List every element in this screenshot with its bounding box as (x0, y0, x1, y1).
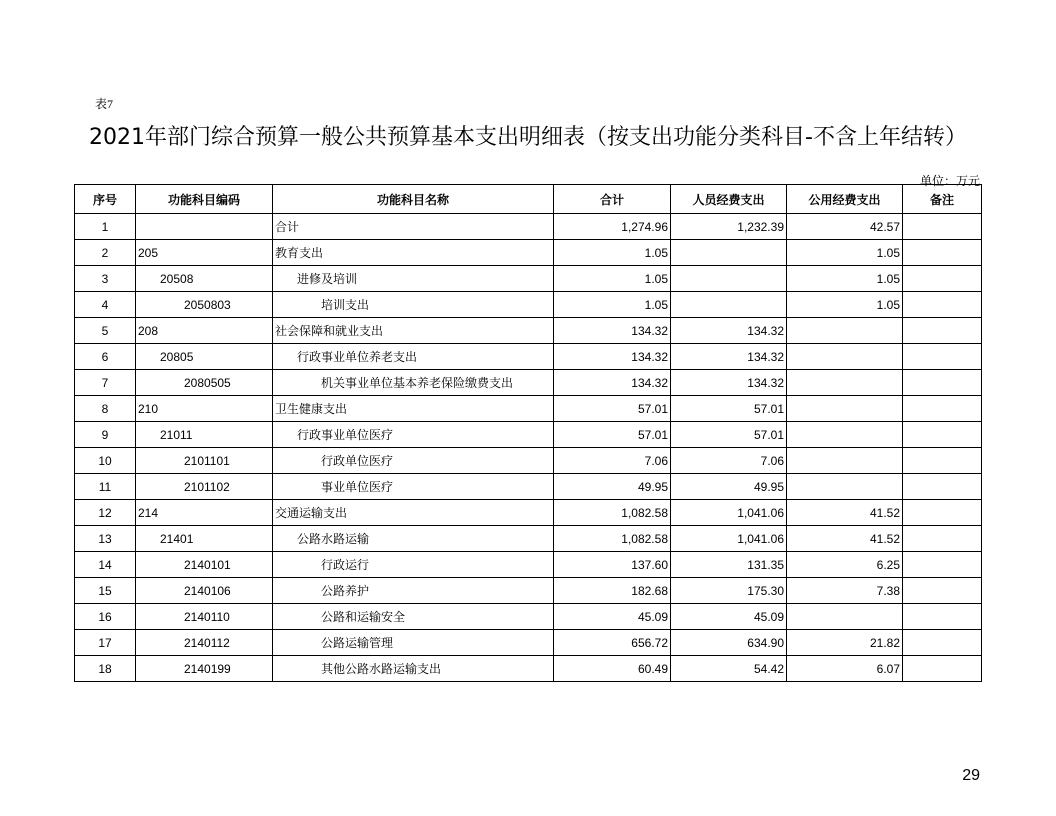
table-row (75, 656, 982, 682)
row-index-cell: 3 (75, 266, 136, 292)
row-index-cell: 9 (75, 422, 136, 448)
row-note-cell (903, 526, 982, 552)
row-index-cell: 18 (75, 656, 136, 682)
row-name-cell: 进修及培训 (273, 266, 554, 292)
row-index-cell: 17 (75, 630, 136, 656)
row-note-cell (903, 500, 982, 526)
row-note-cell (903, 344, 982, 370)
row-note-cell (903, 292, 982, 318)
row-code-cell: 2050803 (136, 292, 273, 318)
row-total-cell: 182.68 (554, 578, 671, 604)
row-total-cell: 49.95 (554, 474, 671, 500)
row-index-cell: 7 (75, 370, 136, 396)
table-row (75, 370, 982, 396)
row-total-cell: 45.09 (554, 604, 671, 630)
table-row (75, 344, 982, 370)
row-index-cell: 6 (75, 344, 136, 370)
row-name-cell: 社会保障和就业支出 (273, 318, 554, 344)
row-name-cell: 行政运行 (273, 552, 554, 578)
table-row (75, 318, 982, 344)
row-note-cell (903, 318, 982, 344)
row-personnel-cell: 57.01 (671, 396, 787, 422)
table-row (75, 474, 982, 500)
row-index-cell: 16 (75, 604, 136, 630)
row-name-cell: 培训支出 (273, 292, 554, 318)
header-total: 合计 (554, 185, 671, 214)
header-row (75, 185, 982, 214)
row-index-cell: 5 (75, 318, 136, 344)
row-public-cell: 42.57 (787, 214, 903, 240)
row-public-cell: 41.52 (787, 526, 903, 552)
row-code-cell: 2140106 (136, 578, 273, 604)
row-personnel-cell: 134.32 (671, 318, 787, 344)
row-personnel-cell: 634.90 (671, 630, 787, 656)
row-index-cell: 11 (75, 474, 136, 500)
row-public-cell (787, 370, 903, 396)
row-total-cell: 1,082.58 (554, 526, 671, 552)
row-note-cell (903, 396, 982, 422)
row-public-cell: 41.52 (787, 500, 903, 526)
row-note-cell (903, 240, 982, 266)
row-personnel-cell: 45.09 (671, 604, 787, 630)
row-personnel-cell: 57.01 (671, 422, 787, 448)
row-name-cell: 公路和运输安全 (273, 604, 554, 630)
row-code-cell: 208 (136, 318, 273, 344)
row-name-cell: 卫生健康支出 (273, 396, 554, 422)
row-code-cell: 2080505 (136, 370, 273, 396)
row-public-cell: 1.05 (787, 240, 903, 266)
row-code-cell: 210 (136, 396, 273, 422)
row-total-cell: 1,082.58 (554, 500, 671, 526)
row-code-cell: 2140199 (136, 656, 273, 682)
row-index-cell: 2 (75, 240, 136, 266)
row-public-cell (787, 318, 903, 344)
table-row (75, 630, 982, 656)
table-row (75, 578, 982, 604)
row-note-cell (903, 266, 982, 292)
header-name: 功能科目名称 (273, 185, 554, 214)
row-personnel-cell: 1,041.06 (671, 526, 787, 552)
row-total-cell: 57.01 (554, 396, 671, 422)
row-index-cell: 12 (75, 500, 136, 526)
row-name-cell: 交通运输支出 (273, 500, 554, 526)
row-public-cell: 7.38 (787, 578, 903, 604)
row-note-cell (903, 578, 982, 604)
row-personnel-cell: 7.06 (671, 448, 787, 474)
row-personnel-cell (671, 292, 787, 318)
row-personnel-cell: 134.32 (671, 344, 787, 370)
row-public-cell (787, 344, 903, 370)
row-name-cell: 合计 (273, 214, 554, 240)
table-row (75, 604, 982, 630)
unit-label: 单位：万元 (919, 174, 980, 188)
row-personnel-cell (671, 266, 787, 292)
row-index-cell: 4 (75, 292, 136, 318)
row-index-cell: 10 (75, 448, 136, 474)
row-note-cell (903, 370, 982, 396)
row-note-cell (903, 604, 982, 630)
row-total-cell: 1,274.96 (554, 214, 671, 240)
header-note: 备注 (903, 185, 982, 214)
row-personnel-cell: 131.35 (671, 552, 787, 578)
table-row (75, 292, 982, 318)
row-personnel-cell: 175.30 (671, 578, 787, 604)
table-row (75, 552, 982, 578)
row-note-cell (903, 422, 982, 448)
row-index-cell: 13 (75, 526, 136, 552)
row-name-cell: 公路水路运输 (273, 526, 554, 552)
row-public-cell: 6.07 (787, 656, 903, 682)
row-total-cell: 1.05 (554, 292, 671, 318)
row-public-cell (787, 448, 903, 474)
row-index-cell: 1 (75, 214, 136, 240)
row-note-cell (903, 552, 982, 578)
row-public-cell (787, 396, 903, 422)
row-name-cell: 公路运输管理 (273, 630, 554, 656)
row-name-cell: 行政单位医疗 (273, 448, 554, 474)
row-public-cell (787, 604, 903, 630)
row-code-cell: 214 (136, 500, 273, 526)
row-note-cell (903, 448, 982, 474)
row-total-cell: 134.32 (554, 370, 671, 396)
row-code-cell: 2140110 (136, 604, 273, 630)
row-note-cell (903, 656, 982, 682)
row-code-cell: 21011 (136, 422, 273, 448)
table-row (75, 266, 982, 292)
row-public-cell: 6.25 (787, 552, 903, 578)
row-name-cell: 事业单位医疗 (273, 474, 554, 500)
header-index: 序号 (75, 185, 136, 214)
row-code-cell: 2101101 (136, 448, 273, 474)
row-code-cell: 20805 (136, 344, 273, 370)
row-personnel-cell: 1,041.06 (671, 500, 787, 526)
row-personnel-cell: 134.32 (671, 370, 787, 396)
table-row (75, 526, 982, 552)
row-code-cell (136, 214, 273, 240)
row-total-cell: 134.32 (554, 318, 671, 344)
page-title: 2021年部门综合预算一般公共预算基本支出明细表（按支出功能分类科目-不含上年结转） (89, 125, 967, 150)
header-public: 公用经费支出 (787, 185, 903, 214)
header-code: 功能科目编码 (136, 185, 273, 214)
table-row (75, 240, 982, 266)
page-number: 29 (962, 767, 980, 784)
row-note-cell (903, 474, 982, 500)
row-personnel-cell (671, 240, 787, 266)
row-name-cell: 行政事业单位医疗 (273, 422, 554, 448)
row-public-cell (787, 474, 903, 500)
row-personnel-cell: 54.42 (671, 656, 787, 682)
row-public-cell: 1.05 (787, 266, 903, 292)
row-index-cell: 14 (75, 552, 136, 578)
row-total-cell: 1.05 (554, 266, 671, 292)
table-row (75, 500, 982, 526)
row-code-cell: 2140112 (136, 630, 273, 656)
row-name-cell: 公路养护 (273, 578, 554, 604)
row-personnel-cell: 49.95 (671, 474, 787, 500)
row-total-cell: 1.05 (554, 240, 671, 266)
row-code-cell: 2101102 (136, 474, 273, 500)
row-name-cell: 机关事业单位基本养老保险缴费支出 (273, 370, 554, 396)
row-personnel-cell: 1,232.39 (671, 214, 787, 240)
row-code-cell: 20508 (136, 266, 273, 292)
row-public-cell (787, 422, 903, 448)
row-name-cell: 其他公路水路运输支出 (273, 656, 554, 682)
row-index-cell: 8 (75, 396, 136, 422)
header-personnel: 人员经费支出 (671, 185, 787, 214)
row-total-cell: 134.32 (554, 344, 671, 370)
row-name-cell: 行政事业单位养老支出 (273, 344, 554, 370)
table-row (75, 214, 982, 240)
row-total-cell: 7.06 (554, 448, 671, 474)
row-total-cell: 60.49 (554, 656, 671, 682)
row-code-cell: 205 (136, 240, 273, 266)
row-note-cell (903, 630, 982, 656)
budget-table (74, 184, 982, 682)
table-body (75, 214, 982, 682)
row-total-cell: 656.72 (554, 630, 671, 656)
row-index-cell: 15 (75, 578, 136, 604)
row-code-cell: 21401 (136, 526, 273, 552)
table-label: 表7 (95, 97, 114, 111)
row-total-cell: 57.01 (554, 422, 671, 448)
row-public-cell: 1.05 (787, 292, 903, 318)
table-row (75, 448, 982, 474)
table-row (75, 396, 982, 422)
row-note-cell (903, 214, 982, 240)
table-row (75, 422, 982, 448)
row-total-cell: 137.60 (554, 552, 671, 578)
row-name-cell: 教育支出 (273, 240, 554, 266)
row-code-cell: 2140101 (136, 552, 273, 578)
row-public-cell: 21.82 (787, 630, 903, 656)
